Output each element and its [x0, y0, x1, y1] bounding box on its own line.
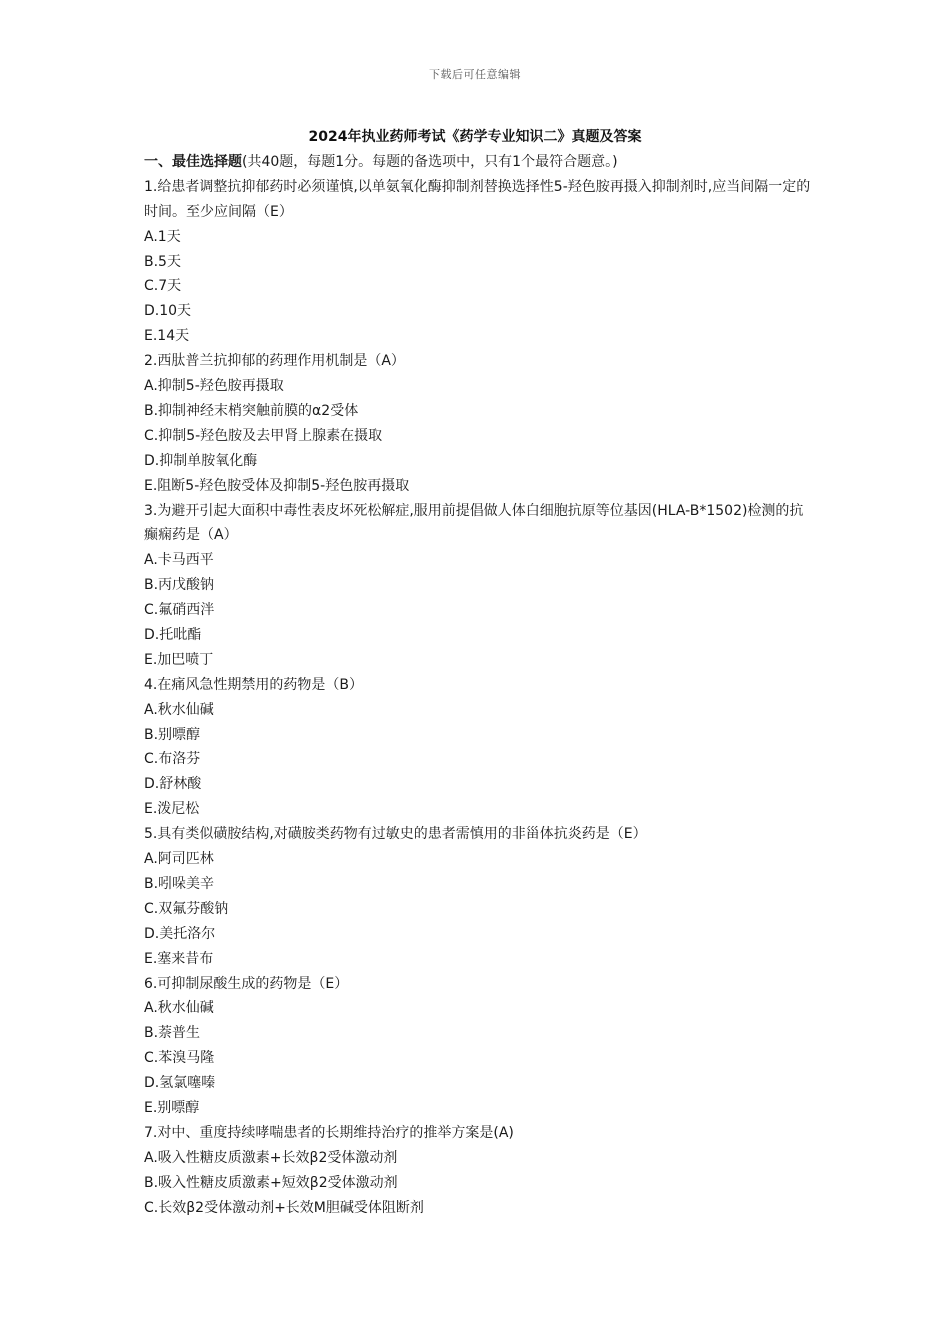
question-block: [144, 1121, 814, 1221]
answer-option: A.1天: [144, 228, 181, 245]
question-stem: 6.可抑制尿酸生成的药物是（E）: [144, 975, 349, 992]
answer-option: E.14天: [144, 328, 190, 345]
answer-option: E.加巴喷丁: [144, 651, 214, 668]
answer-option: C.苯溴马隆: [144, 1050, 215, 1067]
answer-option: C.双氟芬酸钠: [144, 900, 229, 917]
answer-option: D.舒林酸: [144, 776, 202, 793]
question-stem: 3.为避开引起大面积中毒性表皮坏死松解症,服用前提倡做人体白细胞抗原等位基因(HLA-B*1502)检测的抗癫痫药是（A）: [144, 502, 804, 544]
answer-option: E.阻断5-羟色胺受体及抑制5-羟色胺再摄取: [144, 477, 410, 494]
answer-option: E.泼尼松: [144, 801, 200, 818]
answer-option: E.别嘌醇: [144, 1099, 200, 1116]
answer-option: C.抑制5-羟色胺及去甲肾上腺素在摄取: [144, 427, 383, 444]
answer-option: E.塞来昔布: [144, 950, 214, 967]
answer-option: B.抑制神经末梢突触前膜的α2受体: [144, 402, 359, 419]
answer-option: B.吸入性糖皮质激素+短效β2受体激动剂: [144, 1174, 398, 1191]
answer-option: D.10天: [144, 303, 192, 320]
answer-option: C.布洛芬: [144, 751, 201, 768]
question-block: [144, 822, 814, 971]
section-label: 一、最佳选择题: [144, 154, 242, 170]
question-stem: 2.西肽普兰抗抑郁的药理作用机制是（A）: [144, 353, 405, 370]
answer-option: D.美托洛尔: [144, 925, 216, 942]
section-heading: [144, 150, 814, 175]
section-note: (共40题，每题1分。每题的备选项中，只有1个最符合题意。): [242, 154, 618, 170]
answer-option: B.吲哚美辛: [144, 875, 215, 892]
question-block: [144, 175, 814, 349]
answer-option: D.托吡酯: [144, 627, 202, 643]
answer-option: D.抑制单胺氧化酶: [144, 452, 258, 469]
answer-option: C.氟硝西泮: [144, 602, 215, 619]
question-stem: 5.具有类似磺胺结构,对磺胺类药物有过敏史的患者需慎用的非甾体抗炎药是（E）: [144, 826, 647, 843]
document-title: 2024年执业药师考试《药学专业知识二》真题及答案: [308, 129, 642, 145]
question-list: [144, 175, 814, 1221]
question-block: [144, 499, 814, 673]
answer-option: B.别嘌醇: [144, 726, 201, 743]
question-stem: 4.在痛风急性期禁用的药物是（B）: [144, 676, 363, 693]
question-stem: 1.给患者调整抗抑郁药时必须谨慎,以单氨氧化酶抑制剂替换选择性5-羟色胺再摄入抑制剂时,应当间隔一定的时间。至少应间隔（E）: [144, 178, 811, 220]
answer-option: C.长效β2受体激动剂+长效M胆碱受体阻断剂: [144, 1199, 424, 1216]
answer-option: B.萘普生: [144, 1025, 201, 1042]
answer-option: B.丙戊酸钠: [144, 577, 215, 594]
answer-option: A.吸入性糖皮质激素+长效β2受体激动剂: [144, 1149, 398, 1166]
answer-option: A.阿司匹林: [144, 851, 214, 868]
answer-option: A.卡马西平: [144, 552, 214, 569]
question-block: [144, 673, 814, 822]
answer-option: A.秋水仙碱: [144, 1000, 214, 1017]
answer-option: B.5天: [144, 253, 181, 270]
question-stem: 7.对中、重度持续哮喘患者的长期维持治疗的推举方案是(A): [144, 1124, 514, 1141]
answer-option: C.7天: [144, 278, 182, 295]
header-note: 下载后可任意编辑: [429, 68, 521, 81]
answer-option: D.氢氯噻嗪: [144, 1075, 216, 1092]
question-block: [144, 349, 814, 498]
question-block: [144, 972, 814, 1121]
answer-option: A.秋水仙碱: [144, 701, 214, 718]
document-body: [144, 150, 814, 1220]
answer-option: A.抑制5-羟色胺再摄取: [144, 378, 284, 395]
